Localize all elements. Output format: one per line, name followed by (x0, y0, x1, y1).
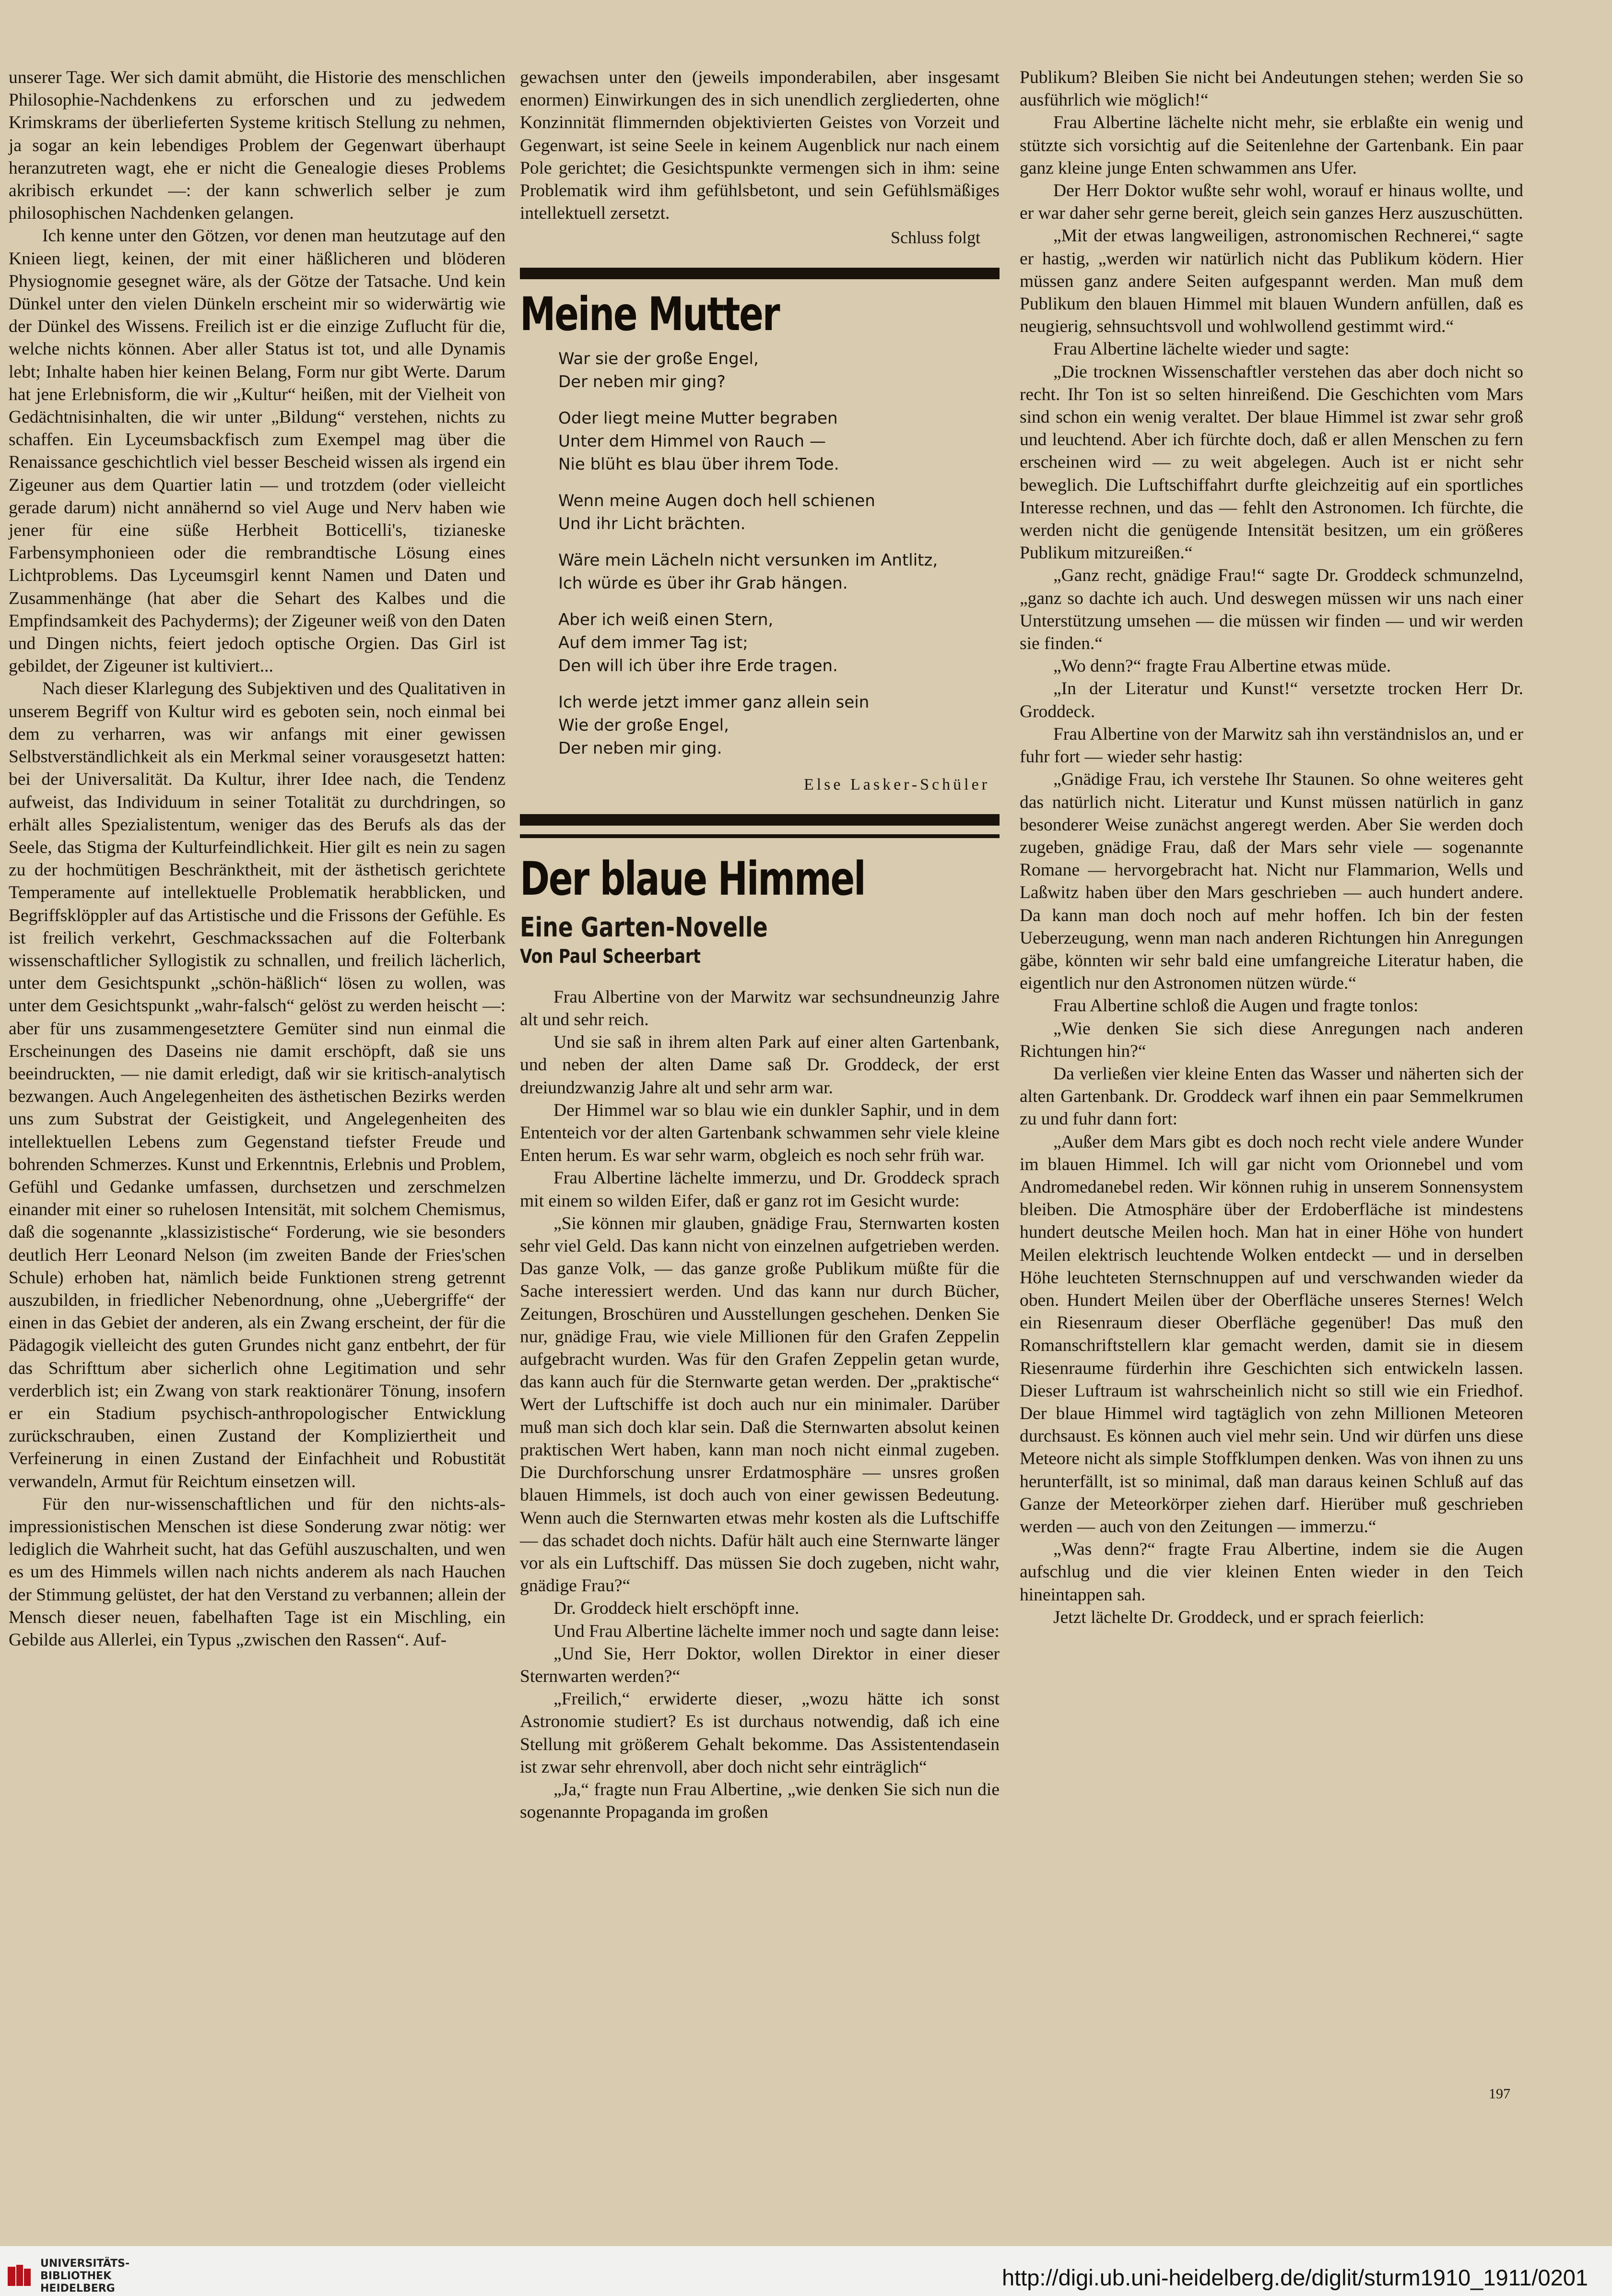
poem-stanza (558, 347, 1000, 393)
source-url-link[interactable]: http://digi.ub.uni-heidelberg.de/diglit/sturm1910_1911/0201 (1002, 2265, 1588, 2290)
paragraph: „Gnädige Frau, ich verstehe Ihr Staunen. So ohne weiteres geht das natürlich nicht. Literatur und Kunst müssen natürlich in ganz besonderer Weise zunächst angeregt werden. Aber Sie werden doch zugeben, gnädige Frau, daß der Mars sehr viele — sogenannte Romane — hervorgebracht hat. Nicht nur Flammarion, Wells und Laßwitz haben über den Mars geschrieben — auch hundert andere. Da kann man doch noch auf mehr hoffen. Ich bin der festen Ueberzeugung, wenn man nach anderen Richtungen hin Anregungen gäbe, könnten wir sehr bald eine umfangreiche Literatur haben, die eigentlich nur den Astronomen nützen würde.“ (1020, 769, 1523, 994)
poem-line: Wie der große Engel, (558, 715, 729, 735)
left-column (9, 66, 506, 1651)
page-number: 197 (1489, 2086, 1510, 2102)
poem-stanza (558, 489, 1000, 535)
poem-line: Ich würde es über ihr Grab hängen. (558, 573, 848, 593)
story-paragraph: Und sie saß in ihrem alten Park auf einer alten Gartenbank, und neben der alten Dame saß Dr. Groddeck, der erst dreiundzwanzig Jahre alt und sehr arm war. (520, 1032, 1000, 1098)
poem-line: Aber ich weiß einen Stern, (558, 610, 774, 629)
library-logo-text (40, 2258, 155, 2295)
paragraph: Nach dieser Klarlegung des Subjektiven und des Qualitativen in unserem Begriff von Kultur wird es geboten sein, noch einmal bei dem zu verharren, was wir anfangs mit einer gewissen Selbstverständlichkeit als ein Merkmal seiner vorausgesetzt hatten: bei der Universalität. Da Kultur, ihrer Idee nach, die Tendenz aufweist, das Individuum in seiner Totalität zu durchdringen, so erhält alles Spezialistentum, weniger das des Berufs als das der Seele, das Stigma der Kulturfeindlichkeit. Hier gilt es nein zu sagen zu der hochmütigen Beschränktheit, mit der ästhetisch gerichtete Temperamente auf intellektuelle Problematik herabblicken, und Begriffsklöppler auf das Artistische und die Frissons der Gefühle. Es ist freilich verkehrt, Geschmackssachen auf die Folterbank wissenschaftlicher Syllogistik zu schnallen, und freilich lächerlich, unter dem Gesichtspunkt „schön-häßlich“ lösen zu wollen, was unter dem Gesichtspunkt „wahr-falsch“ gelöst zu werden heischt —: aber für uns zusammengesetztere Gemüter sind nun einmal die Erscheinungen des Daseins nie damit erschöpft, daß sie uns beeindruckten, — nie damit erledigt, daß wir sie kritisch-analytisch bezwangen. Auch Angelegenheiten des ästhetischen Bezirks werden uns zum Substrat der Geistigkeit, und Angelegenheiten des intellektuellen Lebens zum Gegenstand tiefster Freude und bohrenden Schmerzes. Kunst und Erkenntnis, Erlebnis und Problem, Gefühl und Gedanke umfassen, durchsetzen und zerschmelzen einander mit einer so ruhelosen Intensität, mit solchem Chemismus, daß die sogenannte „klassizistische“ Forderung, wie sie besonders deutlich Herr Leonard Nelson (im zweiten Bande der Fries'schen Schule) erhoben hat, nämlich beide Funktionen streng getrennt auszubilden, in friedlicher Nebenordnung, ohne „Uebergriffe“ der einen in das Gebiet der anderen, als ein Zwang erscheint, der für die Pädagogik vielleicht des guten Grundes nicht ganz entbehrt, der für das Schrifttum aber sicherlich ohne Legitimation und sehr verderblich ist; ein Zwang von stark reaktionärer Tönung, insofern er ein Stadium psychisch-anthropologischer Entwicklung zurückschrauben, einen Zustand der Kompliziertheit und Verfeinerung in einen Zustand der Einfachheit und Robustität verwandeln, Armut für Reichtum einsetzen will. (9, 679, 506, 1491)
paragraph: Der Herr Doktor wußte sehr wohl, worauf er hinaus wollte, und er war daher sehr gerne bereit, gleich sein ganzes Herz auszuschütten. (1020, 181, 1523, 224)
paragraph: „Wie denken Sie sich diese Anregungen nach anderen Richtungen hin?“ (1020, 1018, 1523, 1061)
library-logo-icon (7, 2263, 32, 2288)
paragraph: „Was denn?“ fragte Frau Albertine, indem sie die Augen aufschlug und die vier kleinen Enten wieder in den Teich hineintappen sah. (1020, 1539, 1523, 1605)
poem-author: Else Lasker-Schüler (803, 775, 990, 793)
poem-line: Wenn meine Augen doch hell schienen (558, 491, 875, 510)
paragraph: „Mit der etwas langweiligen, astronomischen Rechnerei,“ sagte er hastig, „werden wir natürlich nicht das Publikum ködern. Hier müssen ganz andere Seiten aufgespannt werden. Man muß dem Publikum den blauen Himmel mit blauen Wundern anfüllen, daß es neugierig, sehnsuchtsvoll und wohlwollend gestimmt wird.“ (1020, 226, 1523, 337)
poem-line: Den will ich über ihre Erde tragen. (558, 656, 838, 675)
story-title: Der blaue Himmel (520, 852, 865, 906)
paragraph: Frau Albertine schloß die Augen und fragte tonlos: (1053, 996, 1419, 1016)
story-paragraph: „Sie können mir glauben, gnädige Frau, Sternwarten kosten sehr viel Geld. Das kann nicht von einzelnen aufgetrieben werden. Das ganze Volk, — das ganze große Publikum müßte für die Sache interessiert werden. Und das kann nur durch Bücher, Zeitungen, Broschüren und Ausstellungen geschehen. Denken Sie nur, gnädige Frau, wie viele Millionen für den Grafen Zeppelin aufgebracht wurden. Was für den Grafen Zeppelin getan wurde, das kann auch für die Sternwarte getan werden. Der „praktische“ Wert der Luftschiffe ist doch auch nur ein minimaler. Darüber muß man sich doch klar sein. Daß die Sternwarten absolut keinen praktischen Wert haben, kann man noch nicht einmal zugeben. Die Durchforschung unsrer Erdatmosphäre — unsres großen blauen Himmels, ist doch auch von einer gewissen Bedeutung. Wenn auch die Sternwarten etwas mehr kosten als die Luftschiffe — das schadet doch nichts. Dafür hält auch eine Sternwarte länger vor als ein Luftschiff. Das müssen Sie doch zugeben, nicht wahr, gnädige Frau?“ (520, 1213, 1000, 1596)
right-column (1020, 66, 1523, 1629)
story-body (520, 986, 1000, 1824)
section-rule-thin (520, 834, 1000, 838)
paragraph: Jetzt lächelte Dr. Groddeck, und er sprach feierlich: (1053, 1607, 1424, 1627)
logo-line: UNIVERSITÄTS- (40, 2258, 130, 2270)
paragraph: Frau Albertine von der Marwitz sah ihn verständnislos an, und er fuhr fort — wieder sehr hastig: (1020, 724, 1523, 767)
story-paragraph: Dr. Groddeck hielt erschöpft inne. (553, 1598, 800, 1619)
story-paragraph: Frau Albertine lächelte immerzu, und Dr. Groddeck sprach mit einem so wilden Eifer, daß er ganz rot im Gesicht wurde: (520, 1168, 1000, 1211)
paragraph: Für den nur-wissenschaftlichen und für den nichts-als-impressionistischen Menschen ist diese Sonderung zwar nötig: wer lediglich die Wahrheit sucht, hat das Gefühl auszuschalten, und wen es um des Himmels willen nach nichts anderem als nach Hauchen der Stimmung gelüstet, der hat den Verstand zu verbannen; allein der Mensch dieser neuen, fabelhaften Tage ist ein Mischling, ein Gebilde aus Allerlei, ein Typus „zwischen den Rassen“. Auf- (9, 1494, 506, 1650)
poem-line: War sie der große Engel, (558, 349, 759, 368)
paragraph: „Außer dem Mars gibt es doch noch recht viele andere Wunder im blauen Himmel. Ich will gar nicht vom Orionnebel und vom Andromedanebel reden. Wir können ruhig in unserem Sonnensystem bleiben. Die Atmosphäre über der Erdoberfläche ist mindestens hundert deutsche Meilen hoch. Man hat in einer Höhe von hundert Meilen elektrisch leuchtende Wolken entdeckt — und in derselben Höhe leuchteten Sternschnuppen auf und verschwanden wieder da oben. Hundert Meilen über der Oberfläche unseres Sternes! Welch ein Riesenraum dieser Oberfläche gegenüber! Das muß den Romanschriftstellern klar gemacht werden, damit sie in diesem Riesenraume fürderhin ihre Geschichten sich entwickeln lassen. Dieser Luftraum ist wahrscheinlich nicht so still wie ein Friedhof. Der blaue Himmel wird tagtäglich von zehn Millionen Meteoren durchsaust. Es können auch viel mehr sein. Und wir dürfen uns diese Meteore nicht als simple Stoffklumpen denken. Was von ihnen zu uns herunterfällt, ist so minimal, daß man daraus keinen Schluß auf das Ganze der Meteorkörper ziehen darf. Hierüber muß geschrieben werden — auch von den Zeitungen — immerzu.“ (1020, 1132, 1523, 1537)
story-paragraph: „Ja,“ fragte nun Frau Albertine, „wie denken Sie sich nun die sogenannte Propaganda im großen (520, 1779, 1000, 1823)
poem-line: Der neben mir ging. (558, 738, 722, 758)
story-paragraph: Frau Albertine von der Marwitz war sechsundneunzig Jahre alt und sehr reich. (520, 987, 1000, 1030)
poem-stanza (558, 549, 1000, 595)
paragraph: unserer Tage. Wer sich damit abmüht, die Historie des menschlichen Philosophie-Nachdenkens zu erforschen und zu jedwedem Krimskrams der überlieferten Systeme kritisch Stellung zu nehmen, ja sogar an kein lebendiges Problem der Gegenwart überhaupt heranzutreten wagt, ehe er nicht die Genealogie dieses Problems akribisch erkundet —: der kann schwerlich selber je zum philosophischen Nachdenken gelangen. (9, 68, 506, 224)
story-subtitle: Eine Garten-Novelle (520, 911, 768, 943)
story-paragraph: Der Himmel war so blau wie ein dunkler Saphir, und in dem Ententeich vor der alten Gartenbank schwammen sehr viele kleine Enten herum. Es war sehr warm, obgleich es noch sehr früh war. (520, 1100, 1000, 1166)
poem-title: Meine Mutter (520, 287, 779, 341)
story-byline: Von Paul Scheerbart (520, 945, 701, 968)
poem-line: Ich werde jetzt immer ganz allein sein (558, 692, 870, 712)
paragraph: „Die trocknen Wissenschaftler verstehen das aber doch nicht so recht. Ihr Ton ist so selten hinreißend. Die Geschichten vom Mars sind schon ein wenig veraltet. Der blaue Himmel ist zwar sehr groß und leuchtend. Aber ich fürchte doch, daß er allen Menschen zu fern erscheinen wird — zu weit abgelegen. Auch ist er nicht sehr beweglich. Die Luftschiffahrt durfte gleichzeitig auf ein sportliches Interesse rechnen, und das — fehlt den Astronomen. Ich fürchte, die werden nicht die genügende Intensität besitzen, um ein größeres Publikum mitzureißen.“ (1020, 362, 1523, 563)
poem-line: Wäre mein Lächeln nicht versunken im Antlitz, (558, 550, 938, 570)
poem-line: Auf dem immer Tag ist; (558, 633, 748, 652)
paragraph: Publikum? Bleiben Sie nicht bei Andeutungen stehen; werden Sie so ausführlich wie möglich!“ (1020, 68, 1523, 110)
paragraph: „In der Literatur und Kunst!“ versetzte trocken Herr Dr. Groddeck. (1020, 679, 1523, 722)
story-paragraph: Und Frau Albertine lächelte immer noch und sagte dann leise: (553, 1621, 1000, 1641)
paragraph: Da verließen vier kleine Enten das Wasser und näherten sich der alten Gartenbank. Dr. Groddeck warf ihnen ein paar Semmelkrumen zu und fuhr dann fort: (1020, 1064, 1523, 1129)
middle-column (520, 66, 1000, 1823)
poem-stanza (558, 407, 1000, 476)
paragraph: Frau Albertine lächelte wieder und sagte: (1053, 339, 1350, 359)
poem-line: Oder liegt meine Mutter begraben (558, 408, 838, 428)
continued-note: Schluss folgt (890, 228, 980, 248)
section-rule (520, 268, 1000, 279)
poem-line: Nie blüht es blau über ihrem Tode. (558, 454, 839, 474)
logo-line: HEIDELBERG (40, 2283, 115, 2295)
poem-line: Der neben mir ging? (558, 372, 726, 391)
continued-paragraph: gewachsen unter den (jeweils imponderabilen, aber insgesamt enormen) Einwirkungen des in sich unendlich zergliederten, ohne Konzinnität flimmernden objektivierten Geistes von Vorzeit und Gegenwart, ist seine Seele in keinem Augenblick nur nach einem Pole gerichtet; die Gesichtspunkte vermengen sich in ihm: seine Problematik wird ihm gefühlsbetont, und sein Gefühlsmäßiges intellektuell zersetzt. (520, 68, 1000, 224)
poem-line: Unter dem Himmel von Rauch — (558, 431, 826, 451)
poem-stanza (558, 691, 1000, 760)
poem-stanza (558, 608, 1000, 677)
paragraph: „Ganz recht, gnädige Frau!“ sagte Dr. Groddeck schmunzelnd, „ganz so dachte ich auch. Und deswegen müssen wir uns nach einer Unterstützung umsehen — die müssen wir finden — und wir werden sie finden.“ (1020, 566, 1523, 654)
paragraph: „Wo denn?“ fragte Frau Albertine etwas müde. (1053, 656, 1391, 676)
poem-line: Und ihr Licht brächten. (558, 514, 746, 533)
section-rule (520, 814, 1000, 826)
paragraph: Ich kenne unter den Götzen, vor denen man heutzutage auf den Knieen liegt, keinen, der mit einer häßlicheren und blöderen Physiognomie gesegnet wäre, als der Götze der Tatsache. Und kein Dünkel unter den vielen Dünkeln erscheint mir so widerwärtig wie der Dünkel des Wissens. Freilich ist er die einzige Zuflucht für die, welche nichts können. Aber aller Status ist tot, und alle Dynamis lebt; Inhalte haben hier keinen Belang, Form nur gibt Werte. Darum hat jene Erlebnisform, die wir „Kultur“ heißen, mit der Vielheit von Gedächtnisinhalten, die wir unter „Bildung“ verstehen, nichts zu schaffen. Ein Lyceumsbackfisch zum Exempel mag über die Renaissance geschichtlich viel besser Bescheid wissen als irgend ein Zigeuner aus dem Quartier latin — und trotzdem (oder vielleicht gerade darum) nicht annähernd so viel Auge und Nerv haben wie jener für eine süße Herbheit Botticelli's, tizianeske Farbensymphonieen oder die rembrandtische Lösung eines Lichtproblems. Das Lyceumsgirl kennt Namen und Daten und Zusammenhänge (hat aber die Sehart des Kalbes und die Empfindsamkeit des Pachyderms); der Zigeuner weiß von den Daten und Dingen nichts, feiert jedoch optische Orgien. Das Girl ist gebildet, der Zigeuner ist kultiviert... (9, 226, 506, 676)
story-paragraph: „Freilich,“ erwiderte dieser, „wozu hätte ich sonst Astronomie studiert? Es ist durchaus notwendig, daß ich eine Stellung mit größerem Gehalt bekomme. Das Assistentendasein ist zwar sehr ehrenvoll, aber doch nicht sehr einträglich“ (520, 1689, 1000, 1777)
poem (520, 347, 1000, 760)
logo-line: BIBLIOTHEK (40, 2270, 112, 2282)
paragraph: Frau Albertine lächelte nicht mehr, sie erblaßte ein wenig und stützte sich vorsichtig auf die Seitenlehne der Gartenbank. Ein paar ganz kleine junge Enten schwammen ans Ufer. (1020, 113, 1523, 178)
story-paragraph: „Und Sie, Herr Doktor, wollen Direktor in einer dieser Sternwarten werden?“ (520, 1644, 1000, 1686)
